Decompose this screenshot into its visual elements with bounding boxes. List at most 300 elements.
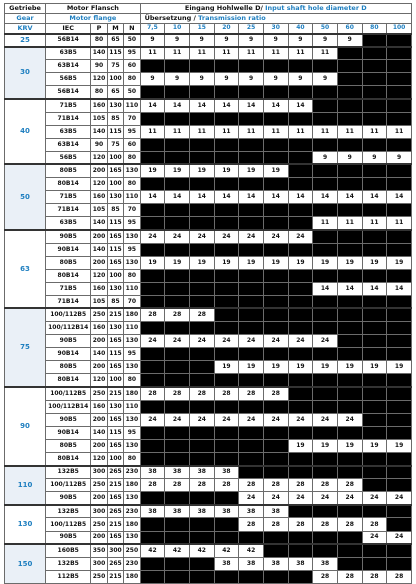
unavailable-cell: [214, 151, 239, 164]
diameter-cell: 11: [288, 125, 313, 138]
table-row: [5, 60, 412, 73]
diameter-cell: 19: [165, 256, 190, 269]
iec-cell: 80B5: [46, 361, 91, 374]
unavailable-cell: [140, 426, 165, 439]
input-header-de: Eingang Hohlwelle D/: [184, 4, 263, 13]
unavailable-cell: [362, 295, 387, 308]
unavailable-cell: [165, 151, 190, 164]
p-cell: 200: [91, 492, 107, 505]
unavailable-cell: [239, 439, 264, 452]
unavailable-cell: [189, 570, 214, 583]
unavailable-cell: [140, 86, 165, 99]
unavailable-cell: [387, 34, 412, 47]
unavailable-cell: [337, 164, 362, 177]
unavailable-cell: [263, 112, 288, 125]
unavailable-cell: [263, 466, 288, 479]
n-cell: 110: [124, 322, 140, 335]
n-cell: 230: [124, 505, 140, 518]
unavailable-cell: [214, 60, 239, 73]
unavailable-cell: [337, 243, 362, 256]
m-cell: 85: [107, 204, 123, 217]
m-cell: 100: [107, 269, 123, 282]
unavailable-cell: [165, 439, 190, 452]
unavailable-cell: [263, 204, 288, 217]
unavailable-cell: [214, 282, 239, 295]
n-cell: 80: [124, 151, 140, 164]
diameter-cell: 28: [362, 570, 387, 583]
diameter-cell: 42: [239, 544, 264, 557]
unavailable-cell: [165, 400, 190, 413]
unavailable-cell: [214, 439, 239, 452]
unavailable-cell: [362, 204, 387, 217]
table-row: [5, 295, 412, 308]
diameter-cell: 24: [189, 335, 214, 348]
n-cell: 50: [124, 86, 140, 99]
iec-cell: 71B5: [46, 191, 91, 204]
diameter-cell: 38: [288, 557, 313, 570]
m-cell: 165: [107, 492, 123, 505]
iec-cell: 71B14: [46, 112, 91, 125]
diameter-cell: 28: [189, 387, 214, 400]
unavailable-cell: [214, 322, 239, 335]
diameter-cell: 24: [313, 413, 338, 426]
unavailable-cell: [362, 413, 387, 426]
p-cell: 200: [91, 256, 107, 269]
unavailable-cell: [263, 439, 288, 452]
ratio-header-de: Übersetzung /: [144, 14, 196, 23]
diameter-cell: 19: [288, 439, 313, 452]
diameter-cell: 24: [263, 335, 288, 348]
ratio-header-cell: 40: [288, 24, 313, 34]
unavailable-cell: [189, 453, 214, 466]
m-cell: 115: [107, 348, 123, 361]
gear-size-cell: 130: [5, 505, 46, 544]
diameter-cell: 24: [387, 492, 412, 505]
unavailable-cell: [288, 217, 313, 230]
unavailable-cell: [387, 269, 412, 282]
unavailable-cell: [165, 112, 190, 125]
table-row: [5, 99, 412, 112]
diameter-cell: 28: [263, 387, 288, 400]
unavailable-cell: [140, 348, 165, 361]
unavailable-cell: [214, 112, 239, 125]
unavailable-cell: [362, 348, 387, 361]
ratio-header-cell: 25: [239, 24, 264, 34]
p-cell: 105: [91, 204, 107, 217]
diameter-cell: 19: [214, 164, 239, 177]
n-cell: 180: [124, 479, 140, 492]
unavailable-cell: [214, 374, 239, 387]
n-cell: 130: [124, 230, 140, 243]
p-header: P: [91, 24, 107, 34]
diameter-cell: 14: [263, 191, 288, 204]
unavailable-cell: [214, 243, 239, 256]
table-row: [5, 426, 412, 439]
diameter-cell: 9: [165, 34, 190, 47]
diameter-cell: 19: [288, 256, 313, 269]
unavailable-cell: [239, 138, 264, 151]
m-cell: 215: [107, 308, 123, 321]
diameter-cell: 38: [189, 466, 214, 479]
gear-size-cell: 30: [5, 47, 46, 99]
table-row: [5, 164, 412, 177]
unavailable-cell: [288, 178, 313, 191]
gear-size-cell: 150: [5, 544, 46, 583]
n-cell: 95: [124, 243, 140, 256]
diameter-cell: 9: [362, 151, 387, 164]
n-cell: 80: [124, 178, 140, 191]
p-cell: 140: [91, 47, 107, 60]
table-row: [5, 178, 412, 191]
iec-cell: 56B5: [46, 151, 91, 164]
unavailable-cell: [288, 387, 313, 400]
unavailable-cell: [387, 374, 412, 387]
unavailable-cell: [140, 570, 165, 583]
n-cell: 70: [124, 204, 140, 217]
m-cell: 165: [107, 335, 123, 348]
unavailable-cell: [263, 282, 288, 295]
m-cell: 75: [107, 60, 123, 73]
table-row: [5, 557, 412, 570]
unavailable-cell: [313, 112, 338, 125]
diameter-cell: 38: [313, 557, 338, 570]
n-cell: 130: [124, 335, 140, 348]
unavailable-cell: [362, 505, 387, 518]
unavailable-cell: [263, 60, 288, 73]
unavailable-cell: [140, 151, 165, 164]
diameter-cell: 42: [165, 544, 190, 557]
unavailable-cell: [288, 531, 313, 544]
unavailable-cell: [362, 335, 387, 348]
iec-cell: 80B5: [46, 164, 91, 177]
unavailable-cell: [189, 518, 214, 531]
diameter-cell: 14: [387, 282, 412, 295]
unavailable-cell: [362, 112, 387, 125]
diameter-cell: 24: [337, 413, 362, 426]
unavailable-cell: [140, 60, 165, 73]
unavailable-cell: [387, 348, 412, 361]
diameter-cell: 24: [288, 492, 313, 505]
unavailable-cell: [387, 178, 412, 191]
diameter-cell: 28: [313, 479, 338, 492]
diameter-cell: 28: [214, 479, 239, 492]
n-cell: 60: [124, 60, 140, 73]
unavailable-cell: [239, 400, 264, 413]
diameter-cell: 28: [263, 479, 288, 492]
unavailable-cell: [337, 73, 362, 86]
diameter-cell: 24: [140, 335, 165, 348]
table-header: [5, 4, 412, 34]
diameter-cell: 19: [387, 361, 412, 374]
diameter-cell: 24: [239, 230, 264, 243]
n-cell: 80: [124, 374, 140, 387]
diameter-cell: 24: [239, 492, 264, 505]
unavailable-cell: [288, 570, 313, 583]
unavailable-cell: [165, 86, 190, 99]
unavailable-cell: [387, 164, 412, 177]
unavailable-cell: [189, 348, 214, 361]
unavailable-cell: [313, 531, 338, 544]
unavailable-cell: [165, 361, 190, 374]
unavailable-cell: [214, 86, 239, 99]
diameter-cell: 19: [288, 361, 313, 374]
unavailable-cell: [189, 295, 214, 308]
input-header-en: Input shaft hole diameter D: [265, 4, 367, 13]
p-cell: 250: [91, 570, 107, 583]
unavailable-cell: [189, 151, 214, 164]
p-cell: 300: [91, 466, 107, 479]
m-cell: 130: [107, 99, 123, 112]
iec-cell: 100/112B14: [46, 400, 91, 413]
unavailable-cell: [189, 531, 214, 544]
diameter-cell: 19: [189, 164, 214, 177]
diameter-cell: 28: [239, 479, 264, 492]
n-cell: 80: [124, 73, 140, 86]
unavailable-cell: [288, 453, 313, 466]
table-row: [5, 544, 412, 557]
unavailable-cell: [263, 217, 288, 230]
iec-cell: 90B14: [46, 243, 91, 256]
iec-cell: 160B5: [46, 544, 91, 557]
n-cell: 110: [124, 400, 140, 413]
iec-cell: 80B14: [46, 374, 91, 387]
p-cell: 105: [91, 112, 107, 125]
unavailable-cell: [288, 374, 313, 387]
unavailable-cell: [189, 86, 214, 99]
table-row: [5, 439, 412, 452]
unavailable-cell: [140, 518, 165, 531]
unavailable-cell: [140, 282, 165, 295]
m-cell: 130: [107, 282, 123, 295]
diameter-cell: 28: [337, 570, 362, 583]
iec-cell: 100/112B14: [46, 322, 91, 335]
iec-cell: 90B14: [46, 426, 91, 439]
ratio-header-cell: 60: [337, 24, 362, 34]
n-cell: 110: [124, 282, 140, 295]
p-cell: 120: [91, 374, 107, 387]
unavailable-cell: [189, 400, 214, 413]
unavailable-cell: [189, 138, 214, 151]
unavailable-cell: [140, 492, 165, 505]
diameter-cell: 19: [263, 256, 288, 269]
iec-header: IEC: [46, 24, 91, 34]
unavailable-cell: [288, 243, 313, 256]
diameter-cell: 28: [239, 387, 264, 400]
diameter-cell: 38: [263, 557, 288, 570]
unavailable-cell: [313, 295, 338, 308]
unavailable-cell: [214, 570, 239, 583]
p-cell: 160: [91, 99, 107, 112]
diameter-cell: 11: [165, 125, 190, 138]
diameter-cell: 19: [214, 361, 239, 374]
diameter-cell: 24: [214, 230, 239, 243]
unavailable-cell: [337, 322, 362, 335]
iec-cell: 90B5: [46, 230, 91, 243]
unavailable-cell: [288, 308, 313, 321]
diameter-cell: 14: [214, 99, 239, 112]
unavailable-cell: [239, 112, 264, 125]
unavailable-cell: [387, 243, 412, 256]
unavailable-cell: [140, 269, 165, 282]
unavailable-cell: [362, 466, 387, 479]
p-cell: 350: [91, 544, 107, 557]
unavailable-cell: [362, 387, 387, 400]
unavailable-cell: [239, 374, 264, 387]
unavailable-cell: [362, 138, 387, 151]
unavailable-cell: [387, 99, 412, 112]
p-cell: 140: [91, 243, 107, 256]
unavailable-cell: [214, 178, 239, 191]
unavailable-cell: [362, 60, 387, 73]
diameter-cell: 24: [362, 531, 387, 544]
diameter-cell: 9: [313, 73, 338, 86]
unavailable-cell: [263, 308, 288, 321]
diameter-cell: 28: [337, 479, 362, 492]
diameter-cell: 9: [140, 34, 165, 47]
unavailable-cell: [362, 178, 387, 191]
iec-cell: 63B14: [46, 138, 91, 151]
diameter-cell: 11: [337, 125, 362, 138]
unavailable-cell: [288, 60, 313, 73]
p-cell: 105: [91, 295, 107, 308]
table-row: [5, 322, 412, 335]
iec-cell: 80B14: [46, 269, 91, 282]
diameter-cell: 42: [189, 544, 214, 557]
diameter-cell: 24: [189, 413, 214, 426]
unavailable-cell: [239, 348, 264, 361]
diameter-cell: 38: [140, 466, 165, 479]
iec-cell: 80B5: [46, 439, 91, 452]
table-body: [5, 34, 412, 584]
unavailable-cell: [337, 308, 362, 321]
gear-size-cell: 63: [5, 230, 46, 309]
iec-cell: 56B5: [46, 73, 91, 86]
unavailable-cell: [239, 453, 264, 466]
p-cell: 200: [91, 531, 107, 544]
diameter-cell: 9: [337, 151, 362, 164]
m-cell: 115: [107, 217, 123, 230]
unavailable-cell: [189, 217, 214, 230]
m-cell: 65: [107, 34, 123, 47]
iec-cell: 100/112B5: [46, 518, 91, 531]
unavailable-cell: [362, 269, 387, 282]
unavailable-cell: [214, 295, 239, 308]
table-row: [5, 453, 412, 466]
diameter-cell: 28: [288, 518, 313, 531]
iec-cell: 90B5: [46, 335, 91, 348]
diameter-cell: 9: [263, 73, 288, 86]
unavailable-cell: [165, 282, 190, 295]
unavailable-cell: [288, 282, 313, 295]
unavailable-cell: [313, 374, 338, 387]
unavailable-cell: [362, 86, 387, 99]
diameter-cell: 24: [263, 230, 288, 243]
diameter-cell: 11: [387, 217, 412, 230]
n-cell: 130: [124, 492, 140, 505]
unavailable-cell: [313, 544, 338, 557]
unavailable-cell: [387, 400, 412, 413]
unavailable-cell: [313, 453, 338, 466]
unavailable-cell: [337, 112, 362, 125]
diameter-cell: 19: [387, 256, 412, 269]
diameter-cell: 28: [140, 479, 165, 492]
table-row: [5, 374, 412, 387]
diameter-cell: 14: [337, 282, 362, 295]
diameter-cell: 14: [140, 99, 165, 112]
unavailable-cell: [189, 269, 214, 282]
m-cell: 115: [107, 125, 123, 138]
unavailable-cell: [313, 426, 338, 439]
unavailable-cell: [337, 230, 362, 243]
unavailable-cell: [140, 439, 165, 452]
p-cell: 120: [91, 453, 107, 466]
diameter-cell: 9: [313, 151, 338, 164]
unavailable-cell: [288, 322, 313, 335]
diameter-cell: 28: [165, 308, 190, 321]
unavailable-cell: [239, 243, 264, 256]
p-cell: 200: [91, 164, 107, 177]
m-cell: 115: [107, 426, 123, 439]
diameter-cell: 19: [362, 361, 387, 374]
unavailable-cell: [337, 60, 362, 73]
n-cell: 95: [124, 426, 140, 439]
n-cell: 130: [124, 256, 140, 269]
diameter-cell: 19: [362, 439, 387, 452]
unavailable-cell: [362, 479, 387, 492]
unavailable-cell: [387, 544, 412, 557]
n-cell: 130: [124, 439, 140, 452]
unavailable-cell: [214, 348, 239, 361]
unavailable-cell: [288, 295, 313, 308]
diameter-cell: 19: [239, 361, 264, 374]
diameter-cell: 14: [189, 191, 214, 204]
unavailable-cell: [387, 518, 412, 531]
unavailable-cell: [140, 361, 165, 374]
unavailable-cell: [387, 230, 412, 243]
diameter-cell: 9: [239, 73, 264, 86]
unavailable-cell: [313, 86, 338, 99]
p-cell: 200: [91, 230, 107, 243]
m-cell: 265: [107, 466, 123, 479]
p-cell: 140: [91, 426, 107, 439]
diameter-cell: 9: [165, 73, 190, 86]
gear-header-en: Gear: [5, 14, 46, 24]
n-cell: 80: [124, 269, 140, 282]
unavailable-cell: [337, 544, 362, 557]
unavailable-cell: [165, 426, 190, 439]
diameter-cell: 28: [313, 570, 338, 583]
diameter-cell: 9: [189, 34, 214, 47]
diameter-cell: 14: [189, 99, 214, 112]
unavailable-cell: [239, 322, 264, 335]
unavailable-cell: [214, 138, 239, 151]
unavailable-cell: [337, 466, 362, 479]
diameter-cell: 11: [140, 125, 165, 138]
diameter-cell: 28: [214, 387, 239, 400]
diameter-cell: 19: [239, 164, 264, 177]
table-row: [5, 86, 412, 99]
unavailable-cell: [362, 308, 387, 321]
iec-cell: 80B14: [46, 453, 91, 466]
unavailable-cell: [239, 308, 264, 321]
p-cell: 160: [91, 400, 107, 413]
diameter-cell: 11: [337, 217, 362, 230]
table-row: [5, 387, 412, 400]
diameter-cell: 11: [189, 47, 214, 60]
diameter-cell: 19: [263, 164, 288, 177]
diameter-cell: 28: [337, 518, 362, 531]
diameter-cell: 14: [140, 191, 165, 204]
